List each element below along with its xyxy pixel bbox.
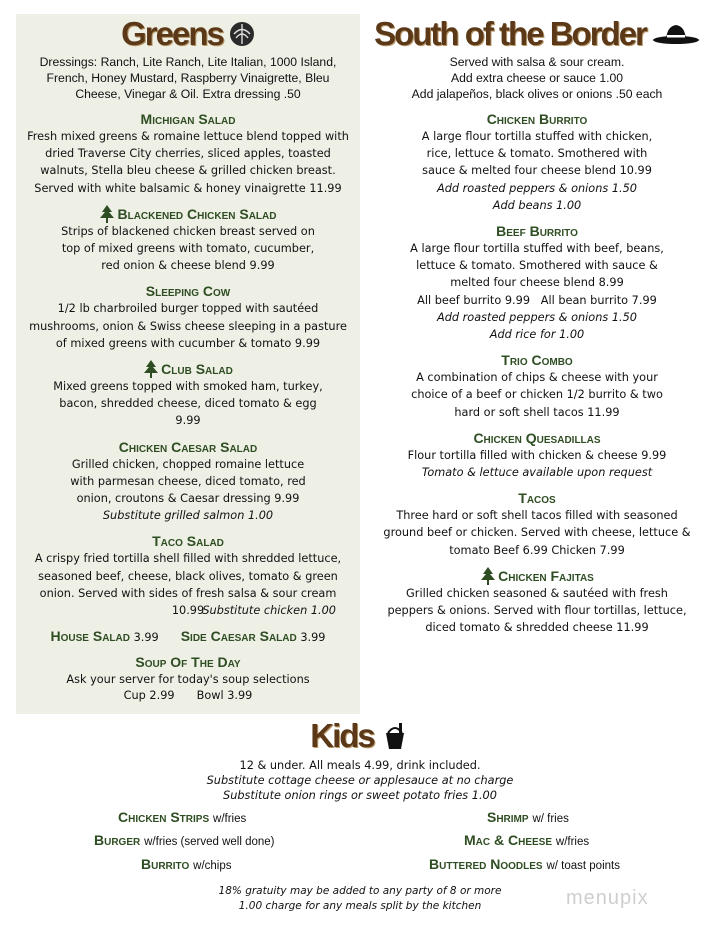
house-salad-price: 3.99 xyxy=(133,631,159,645)
kids-line-1: 12 & under. All meals 4.99, drink included. xyxy=(239,759,481,772)
kids-chicken-strips xyxy=(118,809,246,825)
footer-split-charge: 1.00 charge for any meals split by the kitchen xyxy=(238,900,482,912)
greens-header xyxy=(16,14,360,54)
quesadillas-note: Tomato & lettuce available upon request xyxy=(421,466,653,480)
house-salad-title: House Salad xyxy=(50,628,130,645)
chicken-burrito-desc: A large flour tortilla stuffed with chicken, rice, lettuce & tomato. Smothered with sauce & melted four cheese blend 10.99 xyxy=(421,130,653,178)
beef-burrito-options: All beef burrito 9.99 All bean burrito 7.99 xyxy=(417,293,657,307)
michigan-salad-desc: Fresh mixed greens & romaine lettuce blend topped with dried Traverse City cherries, sliced apples, toasted walnuts, Stella bleu cheese & grilled chicken breast. Served with white balsamic & honey vinaigrette 11.99 xyxy=(27,130,349,195)
club-salad-desc: Mixed greens topped with smoked ham, turkey, bacon, shredded cheese, diced tomato & egg 9.99 xyxy=(53,380,323,428)
pine-tree-icon xyxy=(99,205,115,223)
quesadillas-desc: Flour tortilla filled with chicken & cheese 9.99 xyxy=(407,448,667,462)
kids-shrimp xyxy=(487,809,569,825)
blackened-title-text: Blackened Chicken Salad xyxy=(117,205,277,222)
side-salads-row xyxy=(16,627,360,645)
chicken-fajitas-title xyxy=(364,567,710,585)
chicken-caesar-salad-title: Chicken Caesar Salad xyxy=(118,438,258,455)
blackened-chicken-salad-title xyxy=(16,205,360,223)
kids-line-2: Substitute cottage cheese or applesauce at no charge xyxy=(206,774,514,787)
kids-section-header xyxy=(0,716,720,756)
kids-burrito xyxy=(141,856,232,872)
beef-burrito-add-peppers: Add roasted peppers & onions 1.50 xyxy=(436,310,637,324)
chicken-burrito-add-beans: Add beans 1.00 xyxy=(492,198,582,212)
club-title-text: Club Salad xyxy=(161,361,233,378)
dressings-list: Dressings: Ranch, Lite Ranch, Lite Italian, 1000 Island, French, Honey Mustard, Raspberry Vinaigrette, Bleu Cheese, Vinegar & Oil. Extra dressing .50 xyxy=(39,55,337,101)
michigan-salad-title: Michigan Salad xyxy=(140,111,236,127)
kids-shrimp-title: Shrimp xyxy=(487,809,529,825)
border-title: South of the Border xyxy=(374,15,646,52)
lettuce-icon xyxy=(229,21,255,47)
chicken-fajitas-desc: Grilled chicken seasoned & sautéed with fresh peppers & onions. Served with flour tortillas, lettuce, diced tomato & shredded cheese 11.99 xyxy=(387,586,687,635)
kids-burger xyxy=(94,832,275,848)
chicken-quesadillas-title: Chicken Quesadillas xyxy=(473,429,601,446)
tacos-title: Tacos xyxy=(518,490,556,507)
trio-combo-desc: A combination of chips & cheese with your choice of a beef or chicken 1/2 burrito & two hard or soft shell tacos 11.99 xyxy=(411,371,663,419)
side-caesar-title: Side Caesar Salad xyxy=(180,628,297,645)
border-header xyxy=(364,14,710,54)
chicken-caesar-salad-desc: Grilled chicken, chopped romaine lettuce with parmesan cheese, diced tomato, red onion, croutons & Caesar dressing 9.99 xyxy=(70,457,306,506)
kids-chicken-strips-title: Chicken Strips xyxy=(118,809,210,825)
chicken-burrito-add-peppers: Add roasted peppers & onions 1.50 xyxy=(436,181,637,195)
kids-burrito-sub: w/chips xyxy=(193,860,232,872)
kids-noodles-title: Buttered Noodles xyxy=(429,856,543,872)
taco-salad-title: Taco Salad xyxy=(152,533,224,550)
kids-buttered-noodles xyxy=(429,856,620,872)
side-caesar-salad xyxy=(181,627,326,645)
pine-tree-icon xyxy=(480,567,496,585)
soup-bowl-price: Bowl 3.99 xyxy=(196,688,253,702)
pine-tree-icon xyxy=(143,360,159,378)
kids-burger-sub: w/fries (served well done) xyxy=(144,836,275,848)
soup-cup-price: Cup 2.99 xyxy=(123,688,175,702)
kids-shrimp-sub: w/ fries xyxy=(532,813,569,825)
kids-title: Kids xyxy=(310,717,374,754)
beef-burrito-title: Beef Burrito xyxy=(496,223,578,240)
kids-intro xyxy=(0,758,720,803)
side-caesar-price: 3.99 xyxy=(300,631,326,645)
beef-burrito-desc: A large flour tortilla stuffed with beef, beans, lettuce & tomato. Smothered with sauce & melted four cheese blend 8.99 xyxy=(410,242,664,290)
menupix-watermark: menupix xyxy=(566,887,649,909)
south-of-the-border-section xyxy=(364,14,710,636)
sleeping-cow-desc: 1/2 lb charbroiled burger topped with sautéed mushrooms, onion & Swiss cheese sleeping in a pasture of mixed greens with cucumber & tomato 9.99 xyxy=(29,302,347,350)
club-salad-title xyxy=(16,360,360,378)
blackened-chicken-salad-desc: Strips of blackened chicken breast served on top of mixed greens with tomato, cucumber, red onion & cheese blend 9.99 xyxy=(61,224,315,273)
sleeping-cow-title: Sleeping Cow xyxy=(145,283,231,300)
kids-line-3: Substitute onion rings or sweet potato fries 1.00 xyxy=(223,789,497,802)
house-salad xyxy=(51,627,159,645)
kids-noodles-sub: w/ toast points xyxy=(546,860,620,872)
trio-combo-title: Trio Combo xyxy=(501,352,573,369)
kids-burrito-title: Burrito xyxy=(141,856,190,872)
footer-gratuity: 18% gratuity may be added to any party of 8 or more xyxy=(218,885,502,897)
sombrero-icon xyxy=(652,22,700,46)
beef-burrito-add-rice: Add rice for 1.00 xyxy=(489,328,585,342)
border-intro-1: Served with salsa & sour cream. xyxy=(449,55,625,69)
kids-header-row xyxy=(0,716,720,756)
sand-bucket-icon xyxy=(380,721,410,751)
soup-of-the-day-title: Soup Of The Day xyxy=(135,654,241,671)
border-intro-2: Add extra cheese or sauce 1.00 xyxy=(450,71,624,85)
fajitas-title-text: Chicken Fajitas xyxy=(498,567,594,584)
kids-chicken-strips-sub: w/fries xyxy=(213,813,247,825)
border-intro-3: Add jalapeños, black olives or onions .50 each xyxy=(411,87,663,101)
chicken-burrito-title: Chicken Burrito xyxy=(486,111,588,127)
kids-mac-and-cheese xyxy=(464,832,589,848)
kids-burger-title: Burger xyxy=(94,832,141,848)
taco-substitute-note: Substitute chicken 1.00 xyxy=(202,604,336,618)
tacos-desc: Three hard or soft shell tacos filled with seasoned ground beef or chicken. Served with cheese, lettuce & tomato Beef 6.99 Chicken 7.99 xyxy=(383,509,691,557)
taco-salad-desc: A crispy fried tortilla shell filled with shredded lettuce, seasoned beef, cheese, black olives, tomato & green onion. Served with sides of fresh salsa & sour cream 10.99 xyxy=(34,552,342,618)
caesar-substitute-note: Substitute grilled salmon 1.00 xyxy=(102,509,274,523)
soup-prices xyxy=(16,689,360,702)
greens-section xyxy=(16,14,360,702)
kids-mac-title: Mac & Cheese xyxy=(464,832,553,848)
kids-mac-sub: w/fries xyxy=(555,836,590,848)
soup-desc: Ask your server for today's soup selections xyxy=(66,673,310,687)
greens-title: Greens xyxy=(121,15,223,52)
